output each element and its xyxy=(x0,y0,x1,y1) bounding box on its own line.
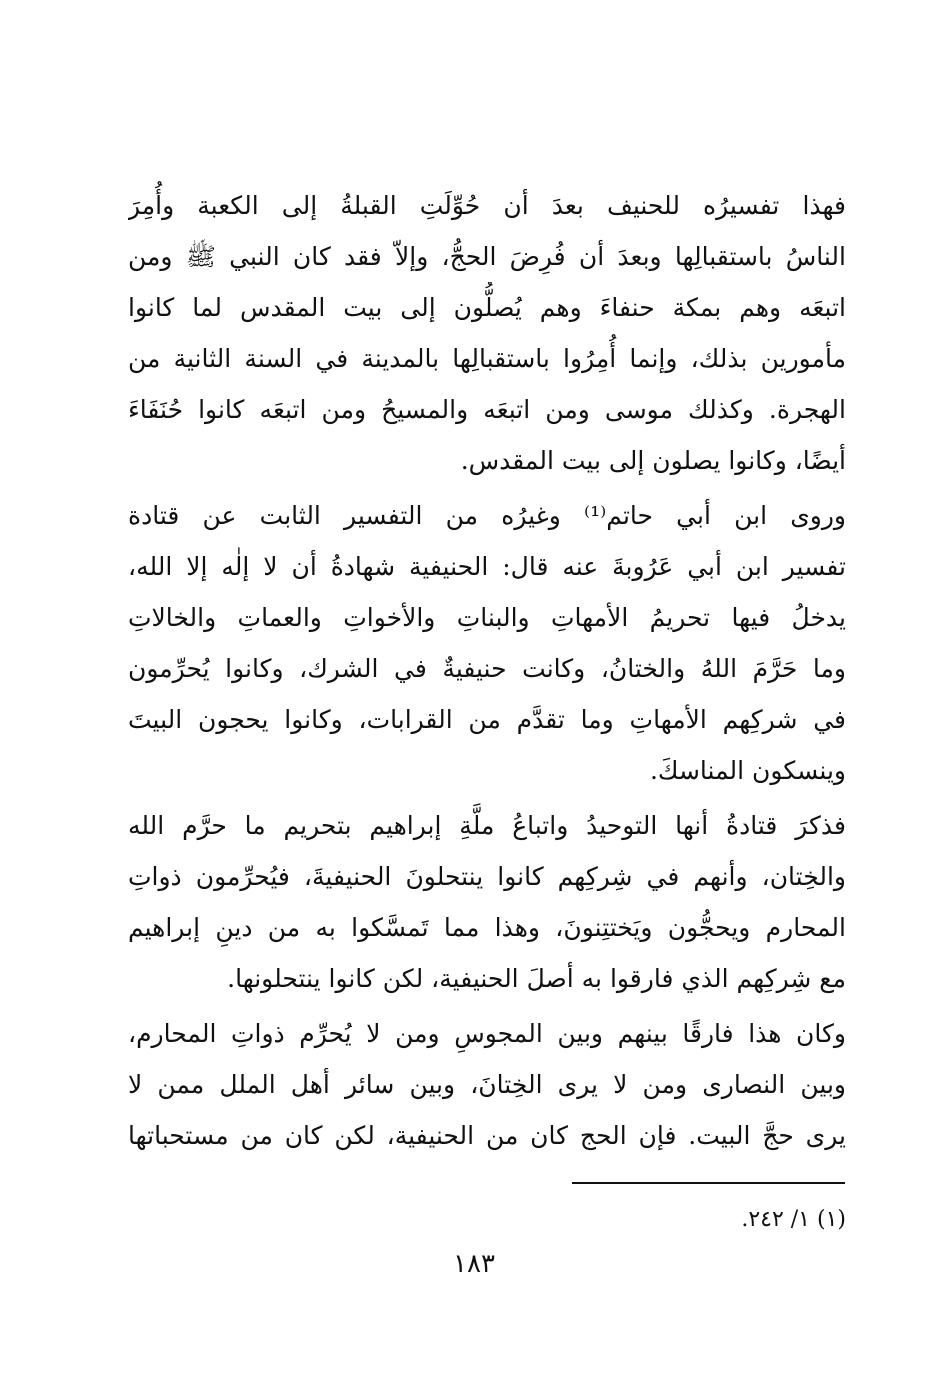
paragraph-4-line-2: وبين النصارى ومن لا يرى الخِتانَ، وبين سائر أهل الملل ممن لا xyxy=(128,1070,846,1099)
paragraph-2 xyxy=(128,490,846,796)
paragraph-2-line-1: وروى ابن أبي حاتم⁽¹⁾ وغيرُه من التفسير الثابت عن قتادة xyxy=(128,501,846,530)
paragraph-2-line-2: تفسير ابن أبي عَرُوبةَ عنه قال: الحنيفية شهادةُ أن لا إلٰه إلا الله، xyxy=(128,552,846,581)
paragraph-2-line-4: وما حَرَّمَ اللهُ والختانُ، وكانت حنيفيةٌ في الشرك، وكانوا يُحرِّمون xyxy=(128,654,846,683)
paragraph-1-line-4: مأمورين بذلك، وإنما أُمِرُوا باستقبالِها بالمدينة في السنة الثانية من xyxy=(128,344,846,373)
paragraph-1-line-6: أيضًا، وكانوا يصلون إلى بيت المقدس. xyxy=(460,446,846,475)
paragraph-4-line-1: وكان هذا فارقًا بينهم وبين المجوسِ ومن لا يُحرِّم ذواتِ المحارم، xyxy=(128,1019,846,1048)
paragraph-1-line-3: اتبعَه وهم بمكة حنفاءَ وهم يُصلُّون إلى بيت المقدس لما كانوا xyxy=(128,293,846,322)
paragraph-2-line-5: في شركِهم الأمهاتِ وما تقدَّم من القرابات، وكانوا يحجون البيتَ xyxy=(128,705,846,734)
paragraph-1-line-5: الهجرة. وكذلك موسى ومن اتبعَه والمسيحُ ومن اتبعَه كانوا حُنَفَاءَ xyxy=(128,395,846,424)
paragraph-3-line-2: والخِتان، وأنهم في شِركِهم كانوا ينتحلونَ الحنيفيةَ، فيُحرِّمون ذواتِ xyxy=(128,862,846,891)
paragraph-1-line-2: الناسُ باستقبالِها وبعدَ أن فُرِضَ الحجُّ، وإلاّ فقد كان النبي ﷺ ومن xyxy=(128,242,846,271)
paragraph-1-line-1: فهذا تفسيرُه للحنيف بعدَ أن حُوِّلَتِ القبلةُ إلى الكعبة وأُمِرَ xyxy=(128,191,846,220)
paragraph-4-line-3: يرى حجَّ البيت. فإن الحج كان من الحنيفية، لكن كان من مستحباتها xyxy=(128,1121,846,1150)
footnote-divider xyxy=(572,1182,845,1184)
footnote: (١) ١/ ٢٤٢. xyxy=(741,1207,846,1232)
paragraph-4 xyxy=(128,1008,846,1161)
paragraph-3 xyxy=(128,800,846,1004)
paragraph-3-line-3: المحارم ويحجُّون ويَختتِنونَ، وهذا مما تَمسَّكوا به من دينِ إبراهيم xyxy=(128,913,846,942)
paragraph-2-line-6: وينسكون المناسكَ. xyxy=(649,756,846,785)
paragraph-3-line-4: مع شِركِهم الذي فارقوا به أصلَ الحنيفية، لكن كانوا ينتحلونها. xyxy=(227,964,846,993)
paragraph-1 xyxy=(128,180,846,486)
paragraph-2-line-3: يدخلُ فيها تحريمُ الأمهاتِ والبناتِ والأخواتِ والعماتِ والخالاتِ xyxy=(128,603,846,632)
paragraph-3-line-1: فذكرَ قتادةُ أنها التوحيدُ واتباعُ ملَّةِ إبراهيم بتحريم ما حرَّم الله xyxy=(128,811,846,840)
page-number: ١٨٣ xyxy=(453,1249,495,1279)
